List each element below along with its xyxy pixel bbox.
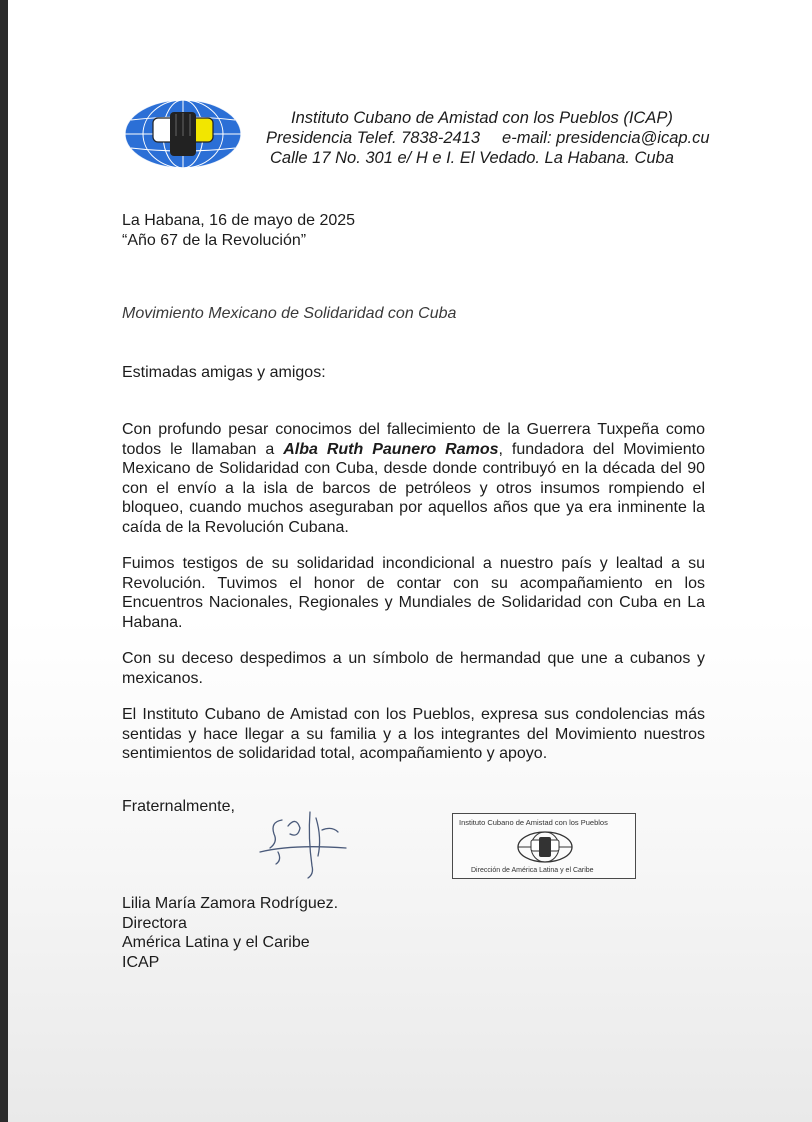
- deceased-name: Alba Ruth Paunero Ramos: [283, 440, 499, 458]
- paragraph-text: Con profundo pesar conocimos del fallecimiento de la Guerrera Tuxpeña como todos le llamaban a: [122, 421, 705, 458]
- body-paragraph-4: El Instituto Cubano de Amistad con los Pueblos, expresa sus condolencias más sentidas y hace llegar a su familia y a los integrantes del Movimiento nuestros sentimientos de solidaridad total, acompañamiento y apoyo.: [122, 706, 705, 762]
- signatory-department: América Latina y el Caribe: [122, 934, 310, 951]
- body-paragraph-1: [122, 420, 705, 537]
- presidency-phone: Presidencia Telef. 7838-2413: [266, 129, 481, 147]
- stamp-bottom-text: Dirección de América Latina y el Caribe: [471, 867, 594, 874]
- body-paragraph-3: Con su deceso despedimos a un símbolo de hermandad que une a cubanos y mexicanos.: [122, 650, 705, 687]
- letterhead: [255, 108, 725, 168]
- contact-line: [255, 128, 725, 148]
- closing: Fraternalmente,: [122, 798, 235, 815]
- email-address: e-mail: presidencia@icap.cu: [502, 129, 710, 147]
- year-motto: “Año 67 de la Revolución”: [122, 232, 307, 249]
- body-paragraph-2: Fuimos testigos de su solidaridad incondicional a nuestro país y lealtad a su Revolución. Tuvimos el honor de contar con su acompañamiento en los Encuentros Nacionales, Regionales y Mundiales de Solidaridad con Cuba en La Habana.: [122, 555, 705, 631]
- date-line: La Habana, 16 de mayo de 2025: [122, 212, 356, 229]
- signatory-title: Directora: [122, 914, 187, 932]
- address-line: Calle 17 No. 301 e/ H e I. El Vedado. La Habana. Cuba: [270, 149, 674, 167]
- recipient: Movimiento Mexicano de Solidaridad con Cuba: [122, 305, 457, 322]
- screen-edge: [0, 0, 8, 1122]
- paragraph-text: , fundadora del Movimiento Mexicano de Solidaridad con Cuba, desde donde contribuyó en la década del 90 con el envío a la isla de barcos de petróleos y otros insumos rompiendo el bloqueo, cuando muchos aseguraban por aquellos años que ya era inminente la caída de la Revolución Cubana.: [122, 440, 706, 536]
- signatory-org: ICAP: [122, 953, 160, 971]
- institution-name: Instituto Cubano de Amistad con los Pueblos (ICAP): [291, 109, 673, 127]
- handwritten-signature: [252, 808, 352, 883]
- signature-block: [122, 894, 338, 972]
- stamp-globe-icon: [516, 830, 574, 864]
- official-stamp: [452, 813, 636, 879]
- date-block: [122, 211, 355, 251]
- stamp-top-text: Instituto Cubano de Amistad con los Pueblos: [459, 818, 608, 827]
- signatory-name: Lilia María Zamora Rodríguez.: [122, 895, 339, 912]
- greeting: Estimadas amigas y amigos:: [122, 364, 326, 381]
- icap-logo: [123, 98, 243, 170]
